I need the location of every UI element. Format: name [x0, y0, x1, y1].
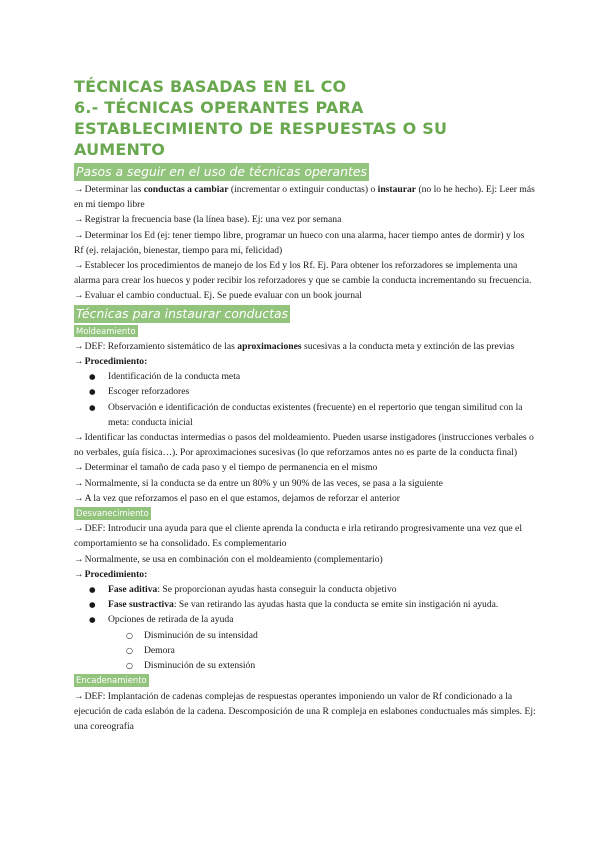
list-item: ● Fase aditiva: Se proporcionan ayudas hasta conseguir la conducta objetivo: [74, 582, 536, 597]
list-item: ○ Disminución de su extensión: [74, 658, 536, 673]
arrow-icon: →: [74, 492, 84, 504]
arrow-icon: →: [74, 462, 84, 474]
arrow-icon: →: [74, 290, 84, 302]
list-item: ● Fase sustractiva: Se van retirando las ayudas hasta que la conducta se emite sin instigación ni ayuda.: [74, 597, 536, 612]
desvanecimiento-procedimiento: →Procedimiento:: [74, 568, 148, 580]
pasos-item-2: →Registrar la frecuencia base (la línea base). Ej: una vez por semana: [74, 214, 342, 226]
moldeamiento-item-3: →Normalmente, si la conducta se da entre un 80% y un 90% de las veces, se pasa a la siguiente: [74, 477, 443, 489]
subheading-encadenamiento: Encadenamiento: [76, 675, 147, 686]
pasos-item-5: →Evaluar el cambio conductual. Ej. Se puede evaluar con un book journal: [74, 290, 362, 302]
list-item: ○ Demora: [74, 643, 536, 658]
document-body: [74, 76, 536, 734]
pasos-item-4: →Establecer los procedimientos de manejo de los Ed y los Rf. Ej. Para obtener los reforzadores se implementa una alarma para crear los huecos y poder recibir los reforzadores y que se cambie la conducta incrementando su frecuencia.: [74, 260, 532, 287]
arrow-icon: →: [74, 477, 84, 489]
arrow-icon: →: [74, 184, 84, 195]
moldeamiento-bullet-list: [74, 369, 536, 430]
arrow-icon: →: [74, 690, 84, 702]
desvanecimiento-bullet-list: [74, 582, 536, 628]
arrow-icon: →: [74, 523, 84, 535]
subheading-moldeamiento: Moldeamiento: [76, 325, 136, 336]
arrow-icon: →: [74, 356, 84, 368]
list-item: ● Identificación de la conducta meta: [74, 369, 536, 384]
title-main: TÉCNICAS BASADAS EN EL CO: [74, 77, 347, 96]
moldeamiento-item-1: →Identificar las conductas intermedias o pasos del moldeamiento. Pueden usarse instigadores (instrucciones verbales o no verbales, guía física…). Por aproximaciones sucesivas (lo que reforzamos antes no es parte de la conducta final): [74, 432, 534, 459]
moldeamiento-procedimiento: →Procedimiento:: [74, 356, 148, 368]
arrow-icon: →: [74, 432, 84, 444]
subheading-desvanecimiento: Desvanecimiento: [76, 508, 149, 519]
arrow-icon: →: [74, 568, 84, 580]
moldeamiento-item-4: →A la vez que reforzamos el paso en el que estamos, dejamos de reforzar el anterior: [74, 492, 400, 504]
arrow-icon: →: [74, 229, 84, 241]
desvanecimiento-item-1: →Normalmente, se usa en combinación con el moldeamiento (complementario): [74, 553, 383, 565]
list-item: ● Opciones de retirada de la ayuda: [74, 612, 536, 627]
pasos-item-3: →Determinar los Ed (ej: tener tiempo libre, programar un hueco con una alarma, hacer tiempo antes de dormir) y los Rf (ej. relajación, bienestar, tiempo para mí, felicidad): [74, 229, 525, 256]
title-section: 6.- TÉCNICAS OPERANTES PARA ESTABLECIMIENTO DE RESPUESTAS O SU AUMENTO: [74, 98, 448, 159]
arrow-icon: →: [74, 553, 84, 565]
heading-pasos: Pasos a seguir en el uso de técnicas operantes: [76, 164, 367, 179]
desvanecimiento-sub-list: [74, 628, 536, 674]
desvanecimiento-def: →DEF: Introducir una ayuda para que el cliente aprenda la conducta e irla retirando progresivamente una vez que el comportamiento se ha consolidado. Es complementario: [74, 523, 522, 550]
list-item: ● Observación e identificación de conductas existentes (frecuente) en el repertorio que tengan similitud con la meta: conducta inicial: [74, 400, 536, 430]
list-item: ● Escoger reforzadores: [74, 384, 536, 399]
list-item: ○ Disminución de su intensidad: [74, 628, 536, 643]
heading-instaurar: Técnicas para instaurar conductas: [76, 305, 289, 321]
encadenamiento-def: →DEF: Implantación de cadenas complejas de respuestas operantes imponiendo un valor de Rf condicionado a la ejecución de cada eslabón de la cadena. Descomposición de una R compleja en eslabones conductuales más simples. Ej: una coreografía: [74, 690, 536, 732]
moldeamiento-item-2: →Determinar el tamaño de cada paso y el tiempo de permanencia en el mismo: [74, 462, 378, 474]
arrow-icon: →: [74, 214, 84, 226]
moldeamiento-def: →DEF: Reforzamiento sistemático de las aproximaciones sucesivas a la conducta meta y extinción de las previas: [74, 340, 515, 352]
pasos-item-1: →Determinar las conductas a cambiar (incrementar o extinguir conductas) o instaurar (no lo he hecho). Ej: Leer más en mi tiempo libre: [74, 184, 535, 211]
arrow-icon: →: [74, 260, 84, 272]
arrow-icon: →: [74, 340, 84, 352]
